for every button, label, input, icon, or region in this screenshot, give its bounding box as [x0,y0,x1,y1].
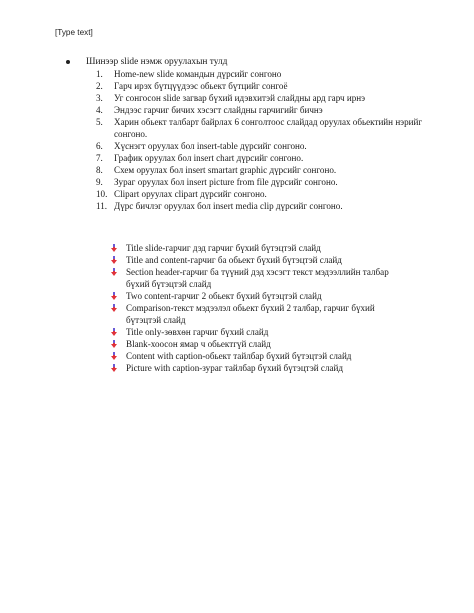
list-item-number: 4. [96,105,103,115]
arrow-bullet-icon [110,292,118,300]
list-item-text: Clipart оруулах clipart дүрсийг сонгоно. [114,189,267,199]
list-item-text: Хүснэгт оруулах бол insert-table дүрсийг сонгоно. [114,141,307,151]
list-item-text: Blank-хоосон ямар ч обьектгүй слайд [126,339,271,349]
list-item-text: Дүрс бичлэг оруулах бол insert media clip дүрсийг сонгоно. [114,201,343,211]
arrow-bullet-icon [110,340,118,348]
list-item [96,188,426,200]
list-item [110,302,400,326]
list-item [96,164,426,176]
arrow-bullet-icon [110,328,118,336]
list-item-text: Title slide-гарчиг дэд гарчиг бүхий бүтэцтэй слайд [126,243,321,253]
list-item-number: 8. [96,165,103,175]
list-item-number: 10. [96,189,108,199]
list-item-number: 6. [96,141,103,151]
numbered-list [96,68,426,212]
list-item [110,362,400,374]
list-item [96,176,426,188]
list-item [96,116,426,140]
list-item-number: 7. [96,153,103,163]
list-item [110,266,400,290]
list-item-text: Section header-гарчиг ба түүний дэд хэсэгт текст мэдээллийн талбар бүхий бүтэцтэй слайд [126,267,389,289]
list-item [96,152,426,164]
list-item-text: Home-new slide командын дүрсийг сонгоно [114,69,282,79]
list-item-number: 9. [96,177,103,187]
list-item [110,326,400,338]
list-item-text: Comparison-текст мэдээлэл обьект бүхий 2 талбар, гарчиг бүхий бүтэцтэй слайд [126,303,375,325]
list-item [96,80,426,92]
arrow-bullet-icon [110,268,118,276]
list-item-number: 11. [96,201,108,211]
list-item-text: Уг сонгосон slide загвар бүхий идэвхитэй слайдны ард гарч ирнэ [114,93,366,103]
list-item-number: 3. [96,93,103,103]
section-title: Шинээр slide нэмж оруулахын тулд [86,57,228,67]
arrow-bullet-icon [110,304,118,312]
list-item-text: Гарч ирэх бүтцүүдээс обьект бүтцийг сонгоё [114,81,288,91]
list-item-number: 1. [96,69,103,79]
list-item [96,68,426,80]
list-item [96,140,426,152]
list-item [96,104,426,116]
list-item-text: Two content-гарчиг 2 обьект бүхий бүтэцтэй слайд [126,291,322,301]
list-item-text: Title and content-гарчиг ба обьект бүхий бүтэцтэй слайд [126,255,342,265]
list-item-text: Схем оруулах бол insert smartart graphic дүрсийг сонгоно. [114,165,337,175]
arrow-bullet-icon [110,256,118,264]
list-item [110,350,400,362]
list-item [110,242,400,254]
list-item-text: Харин обьект талбарт байрлах 6 сонголтоос слайдад оруулах обьектийн нэрийг сонгоно. [114,117,423,139]
arrow-bullet-icon [110,352,118,360]
list-item-text: Picture with caption-зураг тайлбар бүхий бүтэцтэй слайд [126,363,344,373]
list-item [110,254,400,266]
list-item [110,290,400,302]
page-header: [Type text] [55,28,93,37]
list-item-text: Title only-зөвхөн гарчиг бүхий слайд [126,327,269,337]
arrow-bullet-icon [110,364,118,372]
list-item-number: 5. [96,117,103,127]
bullet-dot-icon [66,60,70,64]
list-item-number: 2. [96,81,103,91]
list-item [110,338,400,350]
list-item-text: Зураг оруулах бол insert picture from file дүрсийг сонгоно. [114,177,338,187]
list-item-text: Эндээс гарчиг бичих хэсэгт слайдны гарчигийг бичнэ [114,105,323,115]
layout-options-list [110,242,400,374]
list-item-text: График оруулах бол insert chart дүрсийг сонгоно. [114,153,304,163]
arrow-bullet-icon [110,244,118,252]
list-item [96,92,426,104]
list-item-text: Content with caption-обьект тайлбар бүхий бүтэцтэй слайд [126,351,352,361]
list-item [96,200,426,212]
